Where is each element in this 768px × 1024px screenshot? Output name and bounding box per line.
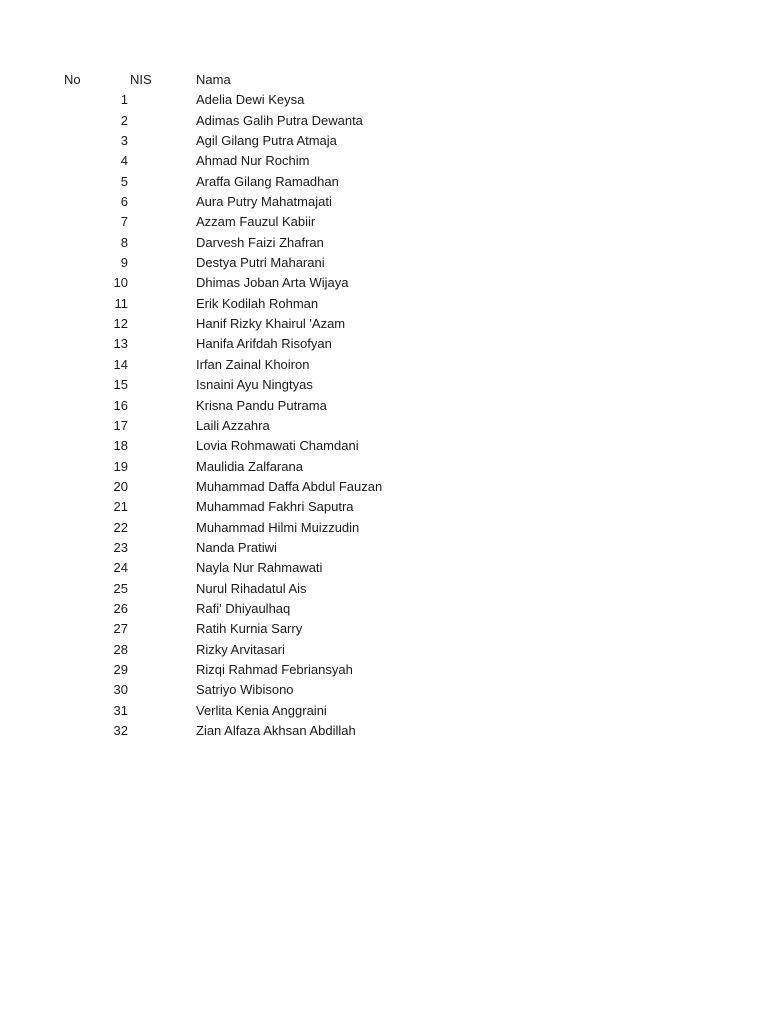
header-row [0,70,768,90]
student-row [0,680,768,700]
student-name: Rafi' Dhiyaulhaq [196,600,291,616]
student-number: 13 [113,336,128,352]
student-number: 26 [113,600,128,616]
student-number: 3 [120,133,128,149]
student-row [0,416,768,436]
student-name: Nanda Pratiwi [196,539,277,555]
student-name: Muhammad Hilmi Muizzudin [196,519,360,535]
student-number: 21 [113,499,128,515]
student-number: 11 [114,295,128,311]
student-row [0,233,768,253]
student-row [0,497,768,517]
student-row [0,721,768,741]
student-number: 27 [113,621,128,637]
student-row [0,477,768,497]
student-number: 1 [120,92,128,108]
student-number: 28 [113,641,128,657]
student-row [0,334,768,354]
student-number: 32 [113,723,128,738]
student-name: Destya Putri Maharani [196,255,325,271]
student-name: Maulidia Zalfarana [196,458,303,474]
student-row [0,436,768,456]
student-name: Darvesh Faizi Zhafran [196,234,324,250]
column-header-no: No [64,72,81,87]
student-number: 9 [120,255,128,271]
student-row [0,90,768,110]
student-row [0,558,768,578]
student-number: 19 [113,458,128,474]
student-name: Irfan Zainal Khoiron [196,356,310,372]
student-name: Laili Azzahra [196,417,270,433]
student-row [0,396,768,416]
student-number: 10 [113,275,128,291]
student-number: 22 [113,519,128,535]
student-row [0,192,768,212]
student-name: Isnaini Ayu Ningtyas [196,377,313,393]
student-row [0,151,768,171]
student-row [0,253,768,273]
student-name: Krisna Pandu Putrama [196,397,327,413]
student-name: Adelia Dewi Keysa [196,92,305,108]
student-number: 16 [113,397,128,413]
student-number: 25 [113,580,128,596]
student-row [0,457,768,477]
student-row [0,660,768,680]
student-name: Ratih Kurnia Sarry [196,621,303,637]
student-name: Verlita Kenia Anggraini [196,702,327,718]
student-row [0,599,768,619]
student-number: 5 [120,173,128,189]
student-name: Araffa Gilang Ramadhan [196,173,339,189]
student-row [0,273,768,293]
student-number: 7 [120,214,128,230]
student-name: Rizky Arvitasari [196,641,285,657]
student-name: Agil Gilang Putra Atmaja [196,133,337,149]
student-row [0,172,768,192]
student-number: 23 [113,539,128,555]
student-number: 4 [120,153,128,169]
student-name: Muhammad Fakhri Saputra [196,499,354,515]
student-name: Erik Kodilah Rohman [196,295,319,311]
student-number: 30 [113,682,128,698]
student-row [0,538,768,558]
student-number: 20 [113,478,128,494]
student-row [0,640,768,660]
student-name: Azzam Fauzul Kabiir [196,214,316,230]
student-name: Lovia Rohmawati Chamdani [196,438,359,454]
student-name: Ahmad Nur Rochim [196,153,310,169]
student-row [0,518,768,538]
student-number: 29 [113,661,128,677]
student-name: Dhimas Joban Arta Wijaya [196,275,349,291]
student-row [0,111,768,131]
student-row [0,314,768,334]
student-number: 15 [113,377,128,393]
student-name: Satriyo Wibisono [196,682,294,698]
student-name: Rizqi Rahmad Febriansyah [196,661,353,677]
student-number: 31 [113,702,128,718]
student-number: 18 [113,438,128,454]
student-row [0,579,768,599]
student-number: 14 [113,356,128,372]
student-row [0,131,768,151]
student-rows [0,90,768,741]
student-number: 2 [120,112,128,128]
student-row [0,212,768,232]
student-number: 8 [120,234,128,250]
student-name: Aura Putry Mahatmajati [196,194,332,210]
student-name: Adimas Galih Putra Dewanta [196,112,363,128]
student-name: Nayla Nur Rahmawati [196,560,323,576]
student-name: Hanifa Arifdah Risofyan [196,336,332,352]
column-header-nama: Nama [196,72,231,87]
student-number: 12 [113,316,128,332]
student-row [0,294,768,314]
student-name: Hanif Rizky Khairul 'Azam [196,316,346,332]
column-header-nis: NIS [130,72,152,87]
student-row [0,375,768,395]
student-row [0,619,768,639]
student-number: 6 [120,194,128,210]
student-row [0,701,768,721]
student-number: 17 [113,417,128,433]
student-list [0,70,768,741]
student-name: Nurul Rihadatul Ais [196,580,307,596]
student-row [0,355,768,375]
student-name: Muhammad Daffa Abdul Fauzan [196,478,383,494]
student-name: Zian Alfaza Akhsan Abdillah [196,723,356,738]
student-number: 24 [113,560,128,576]
